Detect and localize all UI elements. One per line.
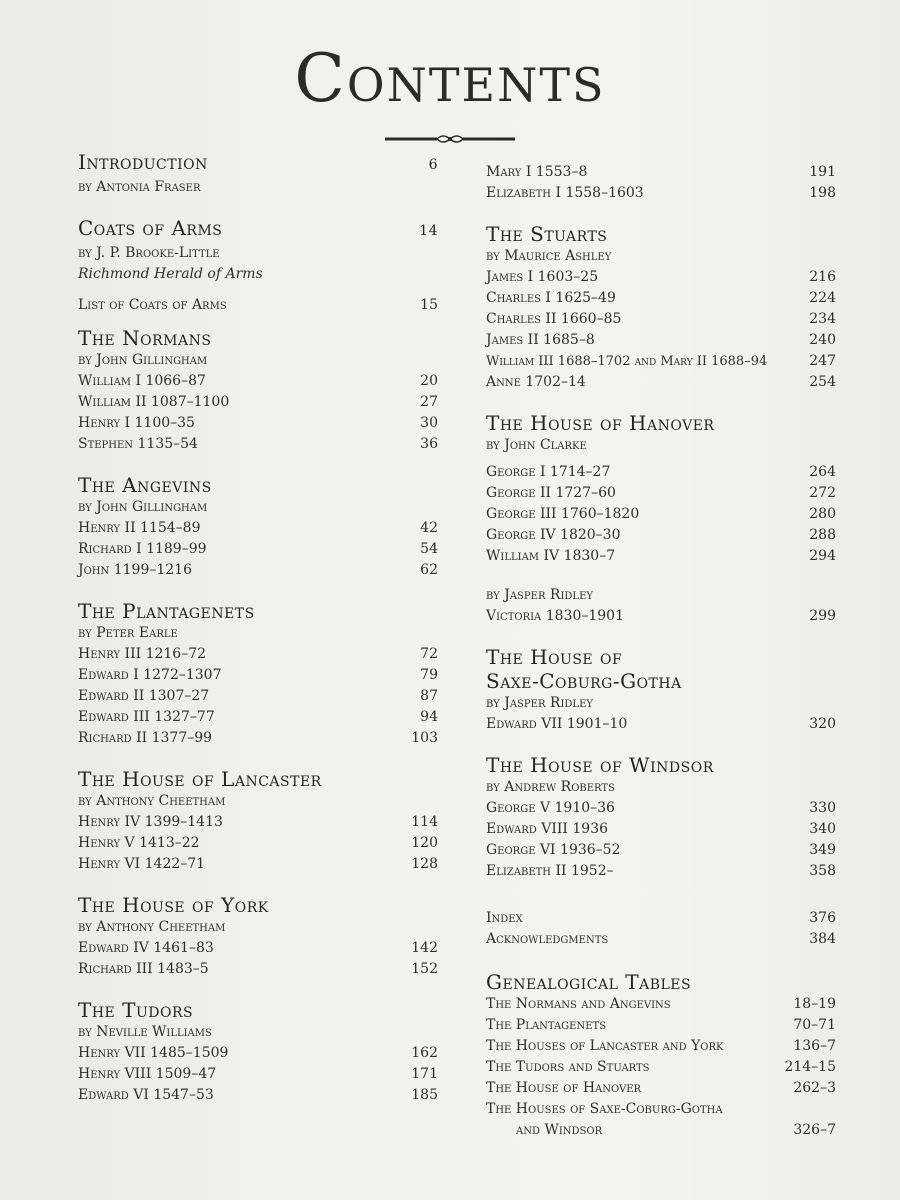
page-number: 262–3 — [793, 1080, 836, 1096]
section-title: The Normans — [78, 326, 212, 350]
section-angevins — [78, 473, 438, 581]
toc-entry[interactable] — [486, 1036, 836, 1057]
toc-entry[interactable] — [78, 665, 438, 686]
entry-name: George I 1714–27 — [486, 464, 611, 480]
entry-name: Henry VIII 1509–47 — [78, 1066, 217, 1082]
toc-entry[interactable] — [486, 1099, 836, 1120]
section-author: by Maurice Ashley — [486, 248, 612, 264]
section-introduction — [78, 150, 438, 198]
section-author: by J. P. Brooke-Little — [78, 245, 220, 261]
page-number: 320 — [809, 716, 836, 732]
page-number: 94 — [420, 709, 438, 725]
entry-name: William IV 1830–7 — [486, 548, 616, 564]
entry-name: The Houses of Saxe-Coburg-Gotha — [486, 1101, 723, 1117]
page-number: 20 — [420, 373, 438, 389]
entry-name: Edward II 1307–27 — [78, 688, 210, 704]
section-author: by Peter Earle — [78, 625, 178, 641]
toc-entry-tudors[interactable] — [78, 998, 438, 1022]
entry-name: Edward VII 1901–10 — [486, 716, 628, 732]
section-york — [78, 893, 438, 980]
entry-name: William III 1688–1702 and Mary II 1688–94 — [486, 354, 768, 369]
entry-name: Richard II 1377–99 — [78, 730, 213, 746]
author-role: Richmond Herald of Arms — [78, 266, 263, 282]
toc-entry[interactable] — [486, 288, 836, 309]
page-number: 120 — [411, 835, 438, 851]
page-number: 114 — [411, 814, 438, 830]
entry-name: The Normans and Angevins — [486, 996, 671, 1012]
entry-name: Richard III 1483–5 — [78, 961, 209, 977]
page-number: 280 — [809, 506, 836, 522]
page-number: 70–71 — [793, 1017, 836, 1033]
page-number: 384 — [809, 931, 836, 947]
section-title: The Stuarts — [486, 222, 608, 246]
section-author: by Neville Williams — [78, 1024, 212, 1040]
toc-entry[interactable] — [486, 1078, 836, 1099]
entry-name: William I 1066–87 — [78, 373, 206, 389]
entry-name: Henry IV 1399–1413 — [78, 814, 223, 830]
toc-entry[interactable] — [78, 413, 438, 434]
toc-entry-list-of-coats[interactable] — [78, 295, 438, 316]
section-normans — [78, 326, 438, 455]
toc-entry[interactable] — [486, 351, 836, 372]
toc-entry-hanover[interactable] — [486, 411, 836, 435]
entry-name: Stephen 1135–54 — [78, 436, 198, 452]
toc-entry[interactable] — [486, 330, 836, 351]
section-author: by Jasper Ridley — [486, 695, 593, 711]
toc-entry[interactable] — [78, 392, 438, 413]
page-number: 216 — [809, 269, 836, 285]
toc-entry[interactable] — [486, 309, 836, 330]
entry-name: James I 1603–25 — [486, 269, 599, 285]
toc-entry[interactable] — [486, 819, 836, 840]
entry-name: Acknowledgments — [486, 931, 609, 947]
entry-name: George II 1727–60 — [486, 485, 616, 501]
entry-name: and Windsor — [516, 1122, 603, 1138]
toc-entry-genealogical-tables[interactable] — [486, 970, 836, 994]
section-title: Coats of Arms — [78, 216, 223, 240]
page-number: 330 — [809, 800, 836, 816]
toc-entry-introduction[interactable] — [78, 150, 438, 177]
page-number: 87 — [420, 688, 438, 704]
toc-entry[interactable] — [78, 1043, 438, 1064]
section-plantagenets — [78, 599, 438, 749]
entry-name: Mary I 1553–8 — [486, 164, 588, 180]
entry-name: James II 1685–8 — [486, 332, 595, 348]
toc-entry[interactable] — [486, 525, 836, 546]
entry-name: The Plantagenets — [486, 1017, 607, 1033]
toc-entry[interactable] — [486, 504, 836, 525]
section-author: by John Gillingham — [78, 352, 208, 368]
section-title: The House of Hanover — [486, 411, 715, 435]
page-number: 36 — [420, 436, 438, 452]
entry-name: George IV 1820–30 — [486, 527, 621, 543]
entry-name: Anne 1702–14 — [486, 374, 586, 390]
ornament-divider-icon — [385, 132, 515, 146]
page-number: 14 — [419, 223, 438, 239]
toc-entry[interactable] — [486, 267, 836, 288]
toc-entry[interactable] — [486, 1057, 836, 1078]
entry-name: Henry II 1154–89 — [78, 520, 201, 536]
entry-name: Henry I 1100–35 — [78, 415, 195, 431]
toc-entry[interactable] — [486, 372, 836, 393]
toc-entry[interactable] — [78, 938, 438, 959]
entry-name: Victoria 1830–1901 — [486, 608, 624, 624]
toc-entry[interactable] — [78, 539, 438, 560]
section-author: by Anthony Cheetham — [78, 793, 226, 809]
entry-name: List of Coats of Arms — [78, 297, 227, 313]
toc-entry[interactable] — [78, 854, 438, 875]
toc-entry[interactable] — [486, 162, 836, 183]
toc-entry[interactable] — [486, 798, 836, 819]
page-number: 358 — [809, 863, 836, 879]
section-author: by John Clarke — [486, 437, 587, 453]
toc-entry[interactable] — [78, 560, 438, 581]
section-title: Saxe-Coburg-Gotha — [486, 669, 682, 693]
entry-name: Edward III 1327–77 — [78, 709, 215, 725]
toc-entry[interactable] — [78, 434, 438, 455]
section-author: by Andrew Roberts — [486, 779, 615, 795]
entry-name: The Tudors and Stuarts — [486, 1059, 650, 1075]
section-tudors — [78, 998, 438, 1106]
section-author: by Jasper Ridley — [486, 587, 593, 603]
entry-name: Richard I 1189–99 — [78, 541, 207, 557]
section-stuarts — [486, 222, 836, 393]
page-number: 103 — [411, 730, 438, 746]
page-number: 224 — [809, 290, 836, 306]
entry-name: George V 1910–36 — [486, 800, 615, 816]
toc-entry-index[interactable] — [486, 908, 836, 929]
page-number: 288 — [809, 527, 836, 543]
toc-entry[interactable] — [486, 606, 836, 627]
toc-entry[interactable] — [78, 1085, 438, 1106]
entry-name: Elizabeth I 1558–1603 — [486, 185, 644, 201]
entry-name: Edward IV 1461–83 — [78, 940, 214, 956]
entry-name: Charles II 1660–85 — [486, 311, 622, 327]
toc-entry-windsor[interactable] — [486, 753, 836, 777]
page-number: 326–7 — [793, 1122, 836, 1138]
toc-entry[interactable] — [78, 371, 438, 392]
section-saxe-coburg — [486, 645, 836, 735]
page-number: 240 — [809, 332, 836, 348]
toc-entry[interactable] — [78, 707, 438, 728]
toc-entry[interactable] — [486, 1015, 836, 1036]
page-number: 191 — [809, 164, 836, 180]
page-number: 27 — [420, 394, 438, 410]
toc-entry[interactable] — [486, 1120, 836, 1141]
entry-name: Henry III 1216–72 — [78, 646, 207, 662]
section-author: by Antonia Fraser — [78, 179, 201, 195]
page-number: 6 — [428, 157, 438, 173]
page-number: 62 — [420, 562, 438, 578]
entry-name: Index — [486, 910, 523, 926]
toc-entry[interactable] — [486, 483, 836, 504]
page-number: 54 — [420, 541, 438, 557]
toc-entry[interactable] — [78, 644, 438, 665]
toc-entry[interactable] — [78, 686, 438, 707]
toc-entry[interactable] — [486, 546, 836, 567]
page-number: 349 — [809, 842, 836, 858]
toc-entry[interactable] — [486, 714, 836, 735]
contents-right-column — [486, 162, 836, 1141]
section-author: by John Gillingham — [78, 499, 208, 515]
toc-entry[interactable] — [78, 833, 438, 854]
page-number: 152 — [411, 961, 438, 977]
toc-entry[interactable] — [486, 994, 836, 1015]
page-number: 128 — [411, 856, 438, 872]
entry-name: John 1199–1216 — [78, 562, 192, 578]
toc-entry-york[interactable] — [78, 893, 438, 917]
entry-name: Edward VIII 1936 — [486, 821, 609, 837]
toc-entry[interactable] — [78, 518, 438, 539]
page-number: 171 — [411, 1066, 438, 1082]
page-number: 272 — [809, 485, 836, 501]
page-number: 42 — [420, 520, 438, 536]
page-number: 376 — [809, 910, 836, 926]
entry-name: Edward VI 1547–53 — [78, 1087, 214, 1103]
section-title: The House of York — [78, 893, 269, 917]
section-title: The Plantagenets — [78, 599, 255, 623]
page-number: 136–7 — [793, 1038, 836, 1054]
page-number: 340 — [809, 821, 836, 837]
page-number: 234 — [809, 311, 836, 327]
entry-name: Henry VI 1422–71 — [78, 856, 206, 872]
page-number: 142 — [411, 940, 438, 956]
toc-entry[interactable] — [486, 183, 836, 204]
toc-entry-saxe-coburg-title-2[interactable] — [486, 669, 836, 693]
page-number: 247 — [809, 353, 836, 369]
section-coats — [78, 216, 438, 285]
page-number: 162 — [411, 1045, 438, 1061]
page-number: 79 — [420, 667, 438, 683]
entry-name: Elizabeth II 1952– — [486, 863, 614, 879]
section-title: The House of Lancaster — [78, 767, 322, 791]
toc-entry-plantagenets[interactable] — [78, 599, 438, 623]
page-number: 214–15 — [784, 1059, 836, 1075]
toc-entry[interactable] — [78, 812, 438, 833]
entry-name: Henry VII 1485–1509 — [78, 1045, 229, 1061]
page-number: 294 — [809, 548, 836, 564]
section-windsor — [486, 753, 836, 882]
entry-name: Henry V 1413–22 — [78, 835, 200, 851]
page-number: 15 — [420, 297, 438, 313]
section-title: The Tudors — [78, 998, 194, 1022]
toc-entry-coats-of-arms[interactable] — [78, 216, 438, 243]
entry-name: Charles I 1625–49 — [486, 290, 616, 306]
page-number: 72 — [420, 646, 438, 662]
section-title: The Angevins — [78, 473, 212, 497]
section-author: by Anthony Cheetham — [78, 919, 226, 935]
section-genealogical-tables — [486, 970, 836, 1141]
entry-name: George III 1760–1820 — [486, 506, 640, 522]
section-title: The House of Windsor — [486, 753, 714, 777]
toc-entry[interactable] — [78, 728, 438, 749]
toc-entry-stuarts[interactable] — [486, 222, 836, 246]
entry-name: William II 1087–1100 — [78, 394, 230, 410]
page-title: Contents — [294, 40, 606, 117]
page-number: 299 — [809, 608, 836, 624]
page-number: 185 — [411, 1087, 438, 1103]
toc-entry-normans[interactable] — [78, 326, 438, 350]
section-title: Introduction — [78, 150, 208, 174]
section-hanover — [486, 411, 836, 627]
page-number: 264 — [809, 464, 836, 480]
toc-entry[interactable] — [486, 861, 836, 882]
entry-name: Edward I 1272–1307 — [78, 667, 222, 683]
toc-entry[interactable] — [486, 462, 836, 483]
toc-entry-angevins[interactable] — [78, 473, 438, 497]
page-number: 18–19 — [793, 996, 836, 1012]
page-number: 198 — [809, 185, 836, 201]
page-number: 254 — [809, 374, 836, 390]
entry-name: The House of Hanover — [486, 1080, 642, 1096]
contents-left-column — [78, 150, 438, 1106]
toc-entry-saxe-coburg-title-1[interactable] — [486, 645, 836, 669]
toc-entry[interactable] — [78, 959, 438, 980]
entry-name: George VI 1936–52 — [486, 842, 621, 858]
page-number: 30 — [420, 415, 438, 431]
entry-name: The Houses of Lancaster and York — [486, 1038, 724, 1054]
toc-entry[interactable] — [78, 1064, 438, 1085]
section-lancaster — [78, 767, 438, 875]
toc-entry-acknowledgments[interactable] — [486, 929, 836, 950]
toc-entry-lancaster[interactable] — [78, 767, 438, 791]
section-title: Genealogical Tables — [486, 970, 692, 994]
section-title: The House of — [486, 645, 623, 669]
toc-entry[interactable] — [486, 840, 836, 861]
